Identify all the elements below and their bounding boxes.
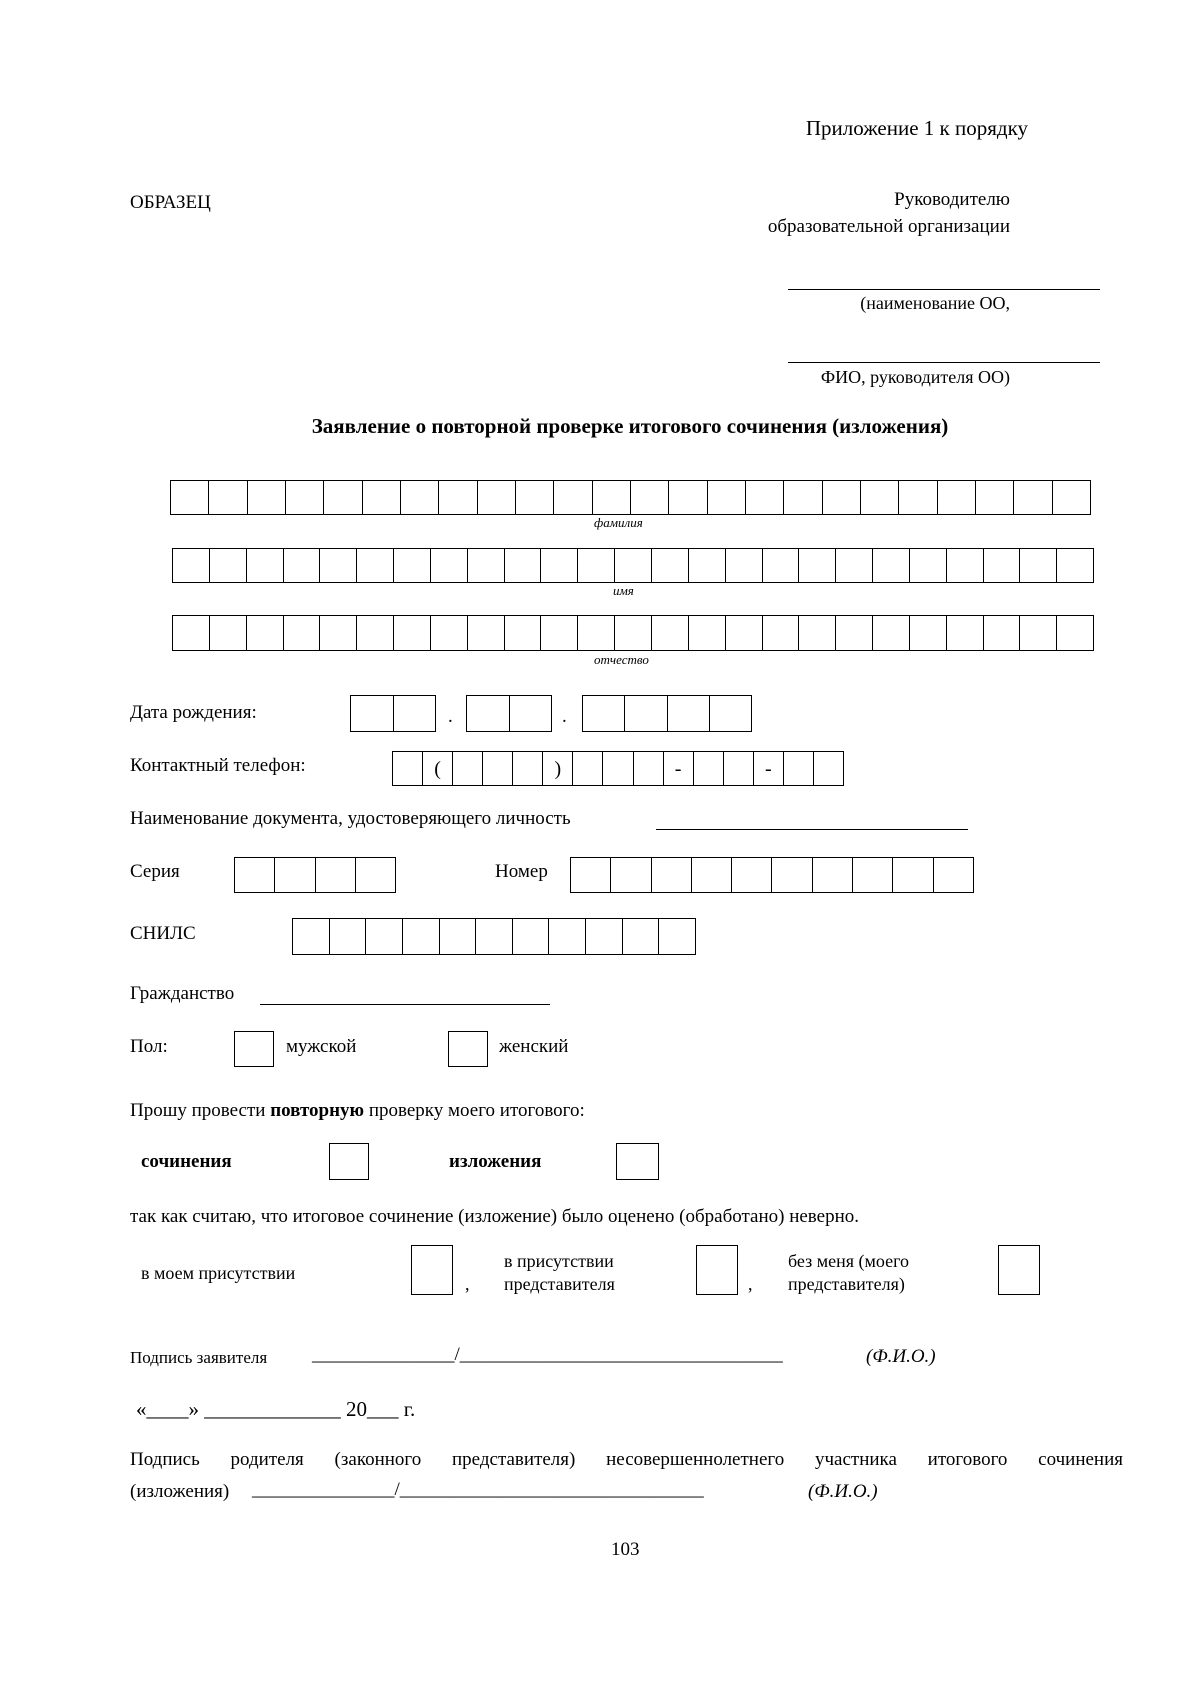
sample-label: ОБРАЗЕЦ [130, 192, 211, 213]
input-cell[interactable] [624, 696, 666, 731]
document-label: Наименование документа, удостоверяющего личность [130, 808, 571, 829]
citizenship-line[interactable] [260, 1004, 550, 1005]
input-cell[interactable] [651, 858, 691, 892]
addressee-line-1: Руководителю [894, 189, 1010, 210]
input-cell[interactable] [515, 481, 553, 514]
input-cell[interactable] [246, 616, 283, 650]
snils-label: СНИЛС [130, 923, 196, 944]
input-cell[interactable] [937, 481, 975, 514]
presence-self-checkbox[interactable] [411, 1245, 453, 1295]
parent-exposition-label: (изложения) [130, 1481, 230, 1502]
appendix-note: Приложение 1 к порядку [805, 116, 1028, 140]
input-cell[interactable] [783, 481, 821, 514]
applicant-fio-caption: (Ф.И.О.) [866, 1346, 936, 1367]
document-line[interactable] [656, 829, 968, 830]
input-cell[interactable] [709, 696, 751, 731]
parent-signature-text: Подпись родителя (законного представителя) несовершеннолетнего участника итогового сочинения [130, 1449, 1123, 1470]
page-number: 103 [611, 1539, 640, 1560]
input-cell[interactable] [315, 858, 355, 892]
patronymic-caption: отчество [594, 652, 649, 667]
input-cell[interactable] [688, 616, 725, 650]
input-cell[interactable] [651, 549, 688, 582]
input-cell[interactable] [872, 616, 909, 650]
input-cell[interactable] [975, 481, 1013, 514]
input-cell[interactable] [614, 616, 651, 650]
input-cell[interactable] [393, 549, 430, 582]
snils-cells[interactable] [292, 918, 696, 955]
input-cell[interactable] [622, 919, 659, 954]
addressee-line-2: образовательной организации [767, 216, 1010, 237]
request-text: Прошу провести повторную проверку моего итогового: [130, 1100, 585, 1121]
input-cell[interactable] [658, 919, 695, 954]
input-cell[interactable] [430, 549, 467, 582]
input-cell[interactable] [668, 481, 706, 514]
input-cell[interactable] [274, 858, 314, 892]
input-cell[interactable] [1056, 616, 1093, 650]
input-cell[interactable] [771, 858, 811, 892]
number-label: Номер [495, 861, 548, 882]
parent-fio-caption: (Ф.И.О.) [808, 1481, 878, 1502]
org-name-line[interactable] [788, 289, 1100, 290]
input-cell[interactable] [293, 919, 329, 954]
input-cell[interactable] [475, 919, 512, 954]
exposition-checkbox[interactable] [616, 1143, 659, 1180]
input-cell[interactable] [822, 481, 860, 514]
input-cell[interactable] [247, 481, 285, 514]
birth-month-cells[interactable] [466, 695, 552, 732]
input-cell[interactable] [693, 752, 723, 785]
birth-year-cells[interactable] [582, 695, 752, 732]
presence-self-label: в моем присутствии [141, 1263, 296, 1283]
number-cells[interactable] [570, 857, 974, 893]
input-cell[interactable] [319, 616, 356, 650]
input-cell[interactable] [798, 616, 835, 650]
surname-cells[interactable] [170, 480, 1091, 515]
input-cell[interactable] [365, 919, 402, 954]
input-cell[interactable] [909, 549, 946, 582]
male-label: мужской [286, 1036, 357, 1057]
input-cell[interactable] [285, 481, 323, 514]
input-cell[interactable] [723, 752, 753, 785]
input-cell[interactable] [1056, 549, 1093, 582]
input-cell[interactable] [577, 549, 614, 582]
phone-label: Контактный телефон: [130, 755, 306, 776]
input-cell[interactable] [402, 919, 439, 954]
input-cell[interactable] [852, 858, 892, 892]
input-cell[interactable] [323, 481, 361, 514]
input-cell[interactable] [209, 549, 246, 582]
input-cell[interactable] [1052, 481, 1090, 514]
input-cell[interactable] [630, 481, 668, 514]
date-line[interactable]: «____» _____________ 20___ г. [136, 1397, 416, 1421]
input-cell[interactable] [688, 549, 725, 582]
input-cell[interactable] [540, 549, 577, 582]
input-cell[interactable] [835, 616, 872, 650]
birth-date-label: Дата рождения: [130, 702, 257, 723]
first-name-cells[interactable] [172, 548, 1094, 583]
input-cell[interactable] [577, 616, 614, 650]
patronymic-cells[interactable] [172, 615, 1094, 651]
presence-none-label-1: без меня (моего [788, 1251, 910, 1271]
input-cell[interactable] [504, 549, 541, 582]
input-cell[interactable] [356, 549, 393, 582]
input-cell[interactable] [512, 919, 549, 954]
director-name-line[interactable] [788, 362, 1100, 363]
input-cell[interactable]: - [753, 752, 783, 785]
input-cell[interactable] [362, 481, 400, 514]
female-label: женский [499, 1036, 569, 1057]
input-cell[interactable] [553, 481, 591, 514]
input-cell[interactable] [745, 481, 783, 514]
input-cell[interactable] [351, 696, 393, 731]
input-cell[interactable] [329, 919, 366, 954]
input-cell[interactable] [571, 858, 610, 892]
input-cell[interactable]: ) [542, 752, 572, 785]
input-cell[interactable] [283, 616, 320, 650]
input-cell[interactable] [572, 752, 602, 785]
input-cell[interactable] [731, 858, 771, 892]
comma-2: , [748, 1274, 753, 1294]
birth-day-cells[interactable] [350, 695, 436, 732]
input-cell[interactable] [835, 549, 872, 582]
input-cell[interactable] [860, 481, 898, 514]
input-cell[interactable] [467, 549, 504, 582]
page-title: Заявление о повторной проверке итогового сочинения (изложения) [311, 414, 949, 438]
input-cell[interactable] [452, 752, 482, 785]
input-cell[interactable] [691, 858, 731, 892]
female-checkbox[interactable] [448, 1031, 488, 1067]
input-cell[interactable] [1019, 549, 1056, 582]
essay-checkbox[interactable] [329, 1143, 369, 1180]
input-cell[interactable] [393, 752, 422, 785]
parent-signature-line[interactable]: _______________/________________________________ [252, 1479, 704, 1500]
director-name-caption: ФИО, руководителя ОО) [820, 367, 1010, 387]
input-cell[interactable]: ( [422, 752, 452, 785]
input-cell[interactable] [246, 549, 283, 582]
input-cell[interactable]: - [663, 752, 693, 785]
first-name-caption: имя [613, 583, 634, 598]
input-cell[interactable] [1013, 481, 1051, 514]
input-cell[interactable] [983, 616, 1020, 650]
input-cell[interactable] [504, 616, 541, 650]
input-cell[interactable] [798, 549, 835, 582]
input-cell[interactable] [892, 858, 932, 892]
input-cell[interactable] [583, 696, 624, 731]
input-cell[interactable] [171, 481, 208, 514]
input-cell[interactable] [467, 616, 504, 650]
birth-date-dot-1: . [448, 706, 453, 727]
org-name-caption: (наименование ОО, [860, 293, 1010, 313]
input-cell[interactable] [946, 616, 983, 650]
gender-label: Пол: [130, 1036, 168, 1057]
input-cell[interactable] [872, 549, 909, 582]
presence-none-label-2: представителя) [788, 1274, 905, 1294]
input-cell[interactable] [983, 549, 1020, 582]
input-cell[interactable] [783, 752, 813, 785]
presence-none-checkbox[interactable] [998, 1245, 1040, 1295]
input-cell[interactable] [356, 616, 393, 650]
birth-date-dot-2: . [562, 706, 567, 727]
applicant-signature-line[interactable]: _______________/__________________________________ [312, 1344, 783, 1365]
input-cell[interactable] [548, 919, 585, 954]
input-cell[interactable] [439, 919, 476, 954]
series-label: Серия [130, 861, 180, 882]
citizenship-label: Гражданство [130, 983, 235, 1004]
input-cell[interactable] [725, 549, 762, 582]
input-cell[interactable] [438, 481, 476, 514]
input-cell[interactable] [592, 481, 630, 514]
input-cell[interactable] [762, 616, 799, 650]
input-cell[interactable] [812, 858, 852, 892]
input-cell[interactable] [946, 549, 983, 582]
input-cell[interactable] [909, 616, 946, 650]
input-cell[interactable] [585, 919, 622, 954]
input-cell[interactable] [614, 549, 651, 582]
input-cell[interactable] [393, 616, 430, 650]
series-cells[interactable] [234, 857, 396, 893]
presence-rep-checkbox[interactable] [696, 1245, 738, 1295]
applicant-signature-label: Подпись заявителя [130, 1348, 268, 1367]
input-cell[interactable] [651, 616, 688, 650]
input-cell[interactable] [813, 752, 843, 785]
input-cell[interactable] [509, 696, 552, 731]
exposition-label: изложения [449, 1151, 542, 1172]
input-cell[interactable] [1019, 616, 1056, 650]
input-cell[interactable] [283, 549, 320, 582]
input-cell[interactable] [208, 481, 246, 514]
input-cell[interactable] [610, 858, 650, 892]
input-cell[interactable] [482, 752, 512, 785]
input-cell[interactable] [725, 616, 762, 650]
comma-1: , [465, 1274, 470, 1294]
input-cell[interactable] [173, 549, 209, 582]
input-cell[interactable] [762, 549, 799, 582]
surname-caption: фамилия [594, 515, 643, 530]
input-cell[interactable] [355, 858, 395, 892]
input-cell[interactable] [540, 616, 577, 650]
essay-label: сочинения [141, 1151, 232, 1172]
presence-rep-label-1: в присутствии [504, 1251, 614, 1271]
phone-cells[interactable] [392, 751, 844, 786]
input-cell[interactable] [173, 616, 209, 650]
input-cell[interactable] [467, 696, 509, 731]
input-cell[interactable] [400, 481, 438, 514]
reason-text: так как считаю, что итоговое сочинение (изложение) было оценено (обработано) неверно. [130, 1206, 860, 1227]
input-cell[interactable] [393, 696, 436, 731]
input-cell[interactable] [633, 752, 663, 785]
presence-rep-label-2: представителя [504, 1274, 615, 1294]
input-cell[interactable] [209, 616, 246, 650]
input-cell[interactable] [898, 481, 936, 514]
input-cell[interactable] [667, 696, 709, 731]
input-cell[interactable] [319, 549, 356, 582]
input-cell[interactable] [602, 752, 632, 785]
input-cell[interactable] [933, 858, 973, 892]
input-cell[interactable] [707, 481, 745, 514]
input-cell[interactable] [477, 481, 515, 514]
input-cell[interactable] [430, 616, 467, 650]
input-cell[interactable] [235, 858, 274, 892]
input-cell[interactable] [512, 752, 542, 785]
male-checkbox[interactable] [234, 1031, 274, 1067]
